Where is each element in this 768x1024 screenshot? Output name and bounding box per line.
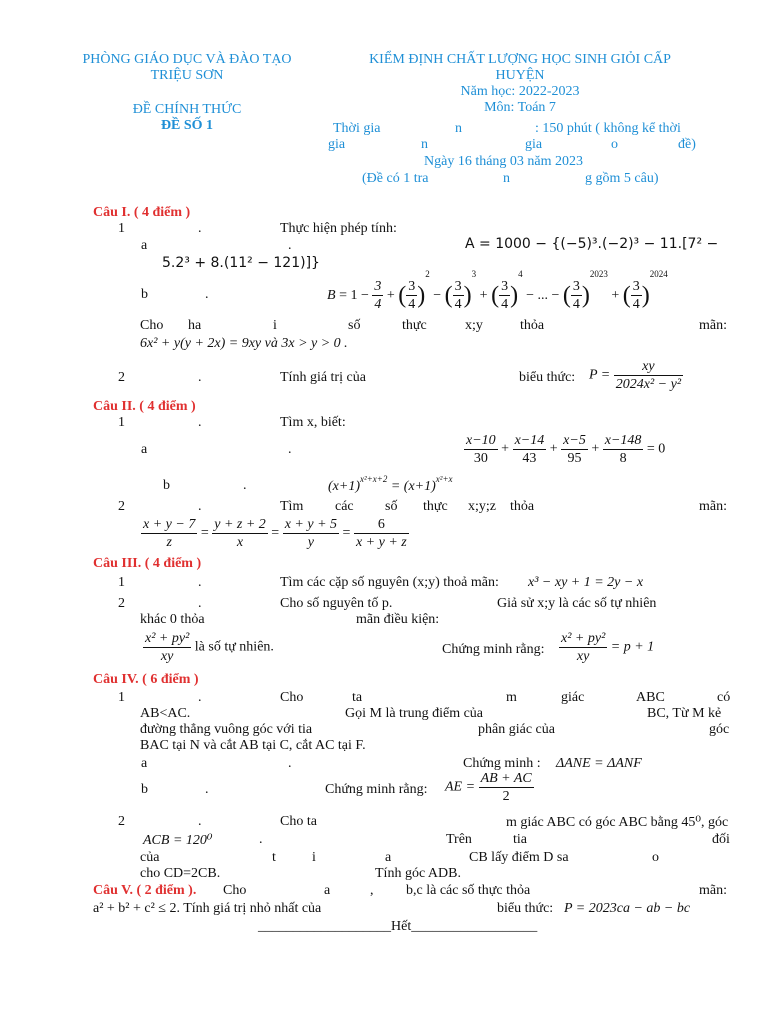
q5-word-4: b,c là các số thực thỏa: [406, 883, 531, 898]
q4-2-word-t: t: [272, 850, 276, 865]
time-note-d: o: [611, 137, 618, 152]
q1-P-numerator: xy: [614, 358, 683, 376]
q5-line2-a: a² + b² + c² ≤ 2. Tính giá trị nhỏ nhất của: [93, 901, 322, 916]
q4-1-number: 1: [118, 690, 125, 705]
q4-1-word-5: ABC: [636, 690, 665, 705]
q5-word-5: mãn:: [699, 883, 727, 898]
page-note-b: n: [503, 171, 510, 186]
q3-title: Câu III. ( 4 điểm ): [93, 556, 202, 571]
q3-2-natural: là số tự nhiên.: [194, 639, 274, 655]
q2-1-dot: .: [198, 415, 202, 430]
q2-2-word-1: Tìm: [280, 499, 304, 514]
q2-g2-num: y + z + 2: [214, 517, 266, 532]
q4-2-word-tren: Trên: [446, 832, 472, 847]
q4-2-line-b: Tính góc ADB.: [375, 866, 461, 881]
q2-g1-num: x + y − 7: [143, 517, 196, 532]
page-note-a: (Đề có 1 tra: [362, 171, 429, 186]
q4-1-dot: .: [198, 690, 202, 705]
q1-condition: 6x² + y(y + 2x) = 9xy và 3x > y > 0 .: [140, 336, 348, 351]
q1-word-2: ha: [188, 318, 202, 333]
q2-f2-den: 43: [522, 451, 537, 466]
exam-date: Ngày 16 tháng 03 năm 2023: [424, 154, 584, 169]
q2-2-number: 2: [118, 499, 125, 514]
q1-1-dot: .: [198, 221, 202, 236]
q4-b-dot: .: [205, 782, 209, 797]
time-note-e: đề): [678, 137, 696, 152]
q5-word-3: ,: [370, 883, 374, 898]
q1-2-dot: .: [198, 370, 202, 385]
q5-line2-c: P = 2023ca − ab − bc: [564, 901, 691, 916]
q4-1-word-4: giác: [561, 690, 585, 705]
end-marker: ___________________Hết__________________: [258, 919, 538, 934]
subject: Môn: Toán 7: [484, 100, 556, 115]
q4-2-word-doi: đối: [712, 832, 730, 847]
q1-2-text: Tính giá trị của: [280, 370, 366, 385]
q2-f1-den: 30: [473, 451, 488, 466]
q4-b-num: AB + AC: [480, 771, 532, 786]
q1-2-text-b: biểu thức:: [519, 370, 576, 385]
q4-a-dot: .: [288, 756, 292, 771]
q2-f3-num: x−5: [563, 433, 586, 448]
q5-line2-b: biểu thức:: [497, 901, 554, 916]
q3-frac-num: x² + py²: [145, 631, 190, 646]
q1-word-6: x;y: [465, 318, 483, 333]
q2-2-dot: .: [198, 499, 202, 514]
q2-b-label: b: [163, 478, 170, 493]
q1-2-number: 2: [118, 370, 125, 385]
q3-res-den: xy: [576, 649, 590, 664]
q2-eq-zero: = 0: [646, 441, 666, 457]
q4-1-line3-a: đường thẳng vuông góc với tia: [140, 722, 313, 737]
q1-1-text: Thực hiện phép tính:: [280, 221, 397, 236]
q3-2-result: [559, 630, 654, 665]
q3-2-text-d: mãn điều kiện:: [356, 612, 440, 627]
time-note-b: n: [421, 137, 428, 152]
q1-1-number: 1: [118, 221, 125, 236]
q4-1-line2-c: BC, Từ M kẻ: [647, 706, 722, 721]
q2-b-lhs: (x+1): [328, 479, 360, 494]
q1-b-expression: B = 1 − $\frac{3}{4}$ + ( $\frac{3}{4}$ )$^2$ − ( $\frac{3}{4}$ )$^3$ + ( $\frac{3}{4}$ )$^4$ − ... − ( $\frac{3}{4}$ )$^{2023}$ + ( $\frac{3}{4}$ )$^{2024}$: [327, 269, 668, 313]
q2-a-dot: .: [288, 442, 292, 457]
q2-f3-den: 95: [567, 451, 582, 466]
school-year: Năm học: 2022-2023: [460, 84, 580, 99]
department-name: PHÒNG GIÁO DỤC VÀ ĐÀO TẠO: [82, 52, 292, 67]
q3-2-number: 2: [118, 596, 125, 611]
q2-2-word-2: các: [335, 499, 354, 514]
q4-b-equation: [445, 770, 534, 805]
q1-a-expression: A = 1000 − {(−5)³.(−2)³ − 11.[7² −: [465, 236, 719, 252]
header-left: [62, 52, 312, 134]
q2-b-rhs: = (x+1): [387, 479, 436, 494]
q4-a-text: Chứng minh :: [463, 756, 541, 771]
q2-b-exp1: x²+x+2: [360, 474, 388, 484]
q1-a-expression-cont: 5.2³ + 8.(11² − 121)]}: [162, 255, 320, 271]
q2-f2-num: x−14: [514, 433, 545, 448]
q2-f4-den: 8: [619, 451, 627, 466]
q1-a-dot: .: [288, 238, 292, 253]
time-label-a: Thời gia: [333, 121, 381, 136]
q3-frac-den: xy: [160, 649, 174, 664]
q3-1-dot: .: [198, 575, 202, 590]
q4-2-text-1: Cho ta: [280, 814, 317, 829]
q5-word-1: Cho: [223, 883, 247, 898]
q2-1-number: 1: [118, 415, 125, 430]
header-right: [320, 52, 720, 116]
q1-a-label: a: [141, 238, 148, 253]
q3-2-dot: .: [198, 596, 202, 611]
q2-g3-den: y: [307, 535, 314, 550]
q4-2-word-o: o: [652, 850, 659, 865]
q1-word-8: mãn:: [699, 318, 727, 333]
q4-2-dot: .: [198, 814, 202, 829]
q1-word-4: số: [348, 318, 361, 333]
q3-2-text: Cho số nguyên tố p.: [280, 596, 393, 611]
district-name: TRIỆU SƠN: [150, 68, 224, 83]
q2-2-word-4: thực: [423, 499, 448, 514]
q4-b-den: 2: [502, 789, 510, 804]
time-note-c: gia: [525, 137, 543, 152]
q2-b-equation: [328, 474, 453, 495]
q2-2-word-3: số: [385, 499, 398, 514]
q5-title: Câu V. ( 2 điểm ).: [93, 883, 197, 898]
exam-title: KIỂM ĐỊNH CHẤT LƯỢNG HỌC SINH GIỎI CẤP: [369, 52, 671, 67]
q4-1-line4: BAC tại N và cắt AB tại C, cắt AC tại F.: [140, 738, 366, 753]
q3-2-prove: Chứng minh rằng:: [442, 642, 545, 657]
q2-2-word-7: mãn:: [699, 499, 727, 514]
q1-P-expression: [589, 358, 683, 393]
q1-P-denominator: 2024x² − y²: [615, 377, 682, 392]
q1-b-dot: .: [205, 287, 209, 302]
q5-word-2: a: [324, 883, 331, 898]
q1-title: Câu I. ( 4 điểm ): [93, 205, 191, 220]
exam-number: ĐỀ SỐ 1: [160, 118, 214, 133]
q4-b-label: b: [141, 782, 148, 797]
q3-1-equation: x³ − xy + 1 = 2y − x: [528, 575, 644, 590]
q4-2-word-cua: của: [140, 850, 160, 865]
time-label-c: : 150 phút ( không kể thời: [535, 121, 681, 136]
q4-1-word-6: có: [717, 690, 731, 705]
exam-title-cont: HUYỆN: [495, 68, 545, 83]
q2-b-exp2: x²+x: [435, 474, 453, 484]
time-note-a: gia: [328, 137, 346, 152]
q2-b-dot: .: [243, 478, 247, 493]
q4-2-word-cb: CB lấy điểm D sa: [469, 850, 569, 865]
q2-g1-den: z: [166, 535, 172, 550]
q4-2-dot-b: .: [259, 832, 263, 847]
q4-2-number: 2: [118, 814, 125, 829]
q1-word-7: thỏa: [520, 318, 545, 333]
q4-a-equation: ΔANE = ΔANF: [556, 756, 642, 771]
q2-f4-num: x−148: [604, 433, 642, 448]
q3-2-text-b: Giả sử x;y là các số tự nhiên: [497, 596, 657, 611]
q3-res-num: x² + py²: [561, 631, 606, 646]
q2-2-word-6: thỏa: [510, 499, 535, 514]
q4-1-line3-b: phân giác của: [478, 722, 555, 737]
q4-2-word-i: i: [312, 850, 316, 865]
q4-b-text: Chứng minh rằng:: [325, 782, 428, 797]
q2-2-word-5: x;y;z: [468, 499, 496, 514]
q3-1-number: 1: [118, 575, 125, 590]
q4-b-lhs: AE =: [445, 779, 476, 795]
q4-a-label: a: [141, 756, 148, 771]
q4-1-line2-b: Gọi M là trung điểm của: [345, 706, 484, 721]
q4-2-line-a: cho CD=2CB.: [140, 866, 221, 881]
q1-b-label: b: [141, 287, 148, 302]
q2-1-text: Tìm x, biết:: [280, 415, 346, 430]
q2-g2-den: x: [236, 535, 244, 550]
q4-title: Câu IV. ( 6 điểm ): [93, 672, 199, 687]
q1-word-5: thực: [402, 318, 427, 333]
q4-1-word-1: Cho: [280, 690, 304, 705]
q3-2-fraction: [143, 630, 274, 665]
official-exam-label: ĐỀ CHÍNH THỨC: [132, 102, 242, 117]
q1-word-1: Cho: [140, 318, 164, 333]
q1-word-3: i: [273, 318, 277, 333]
q2-f1-num: x−10: [466, 433, 496, 448]
q4-2-word-tia: tia: [513, 832, 527, 847]
time-label-b: n: [455, 121, 462, 136]
page-note-c: g gồm 5 câu): [585, 171, 659, 186]
q1-P-lhs: P =: [589, 367, 611, 383]
q4-2-angle: ACB = 120⁰: [143, 833, 213, 848]
q4-2-text-2: m giác ABC có góc ABC bằng 45⁰, góc: [506, 815, 729, 830]
q4-1-word-3: m: [506, 690, 517, 705]
q3-1-text: Tìm các cặp số nguyên (x;y) thoả mãn:: [280, 575, 499, 590]
q4-1-word-2: ta: [352, 690, 363, 705]
q2-g4-num: 6: [354, 516, 409, 534]
q2-a-equation: $\frac{x-10}{30}$ + $\frac{x-14}{43}$ + $\frac{x-5}{95}$ + $\frac{x-148}{8}$ = 0: [466, 433, 666, 466]
q2-2-equation: $\frac{x + y - 7}{z}$ = $\frac{y + z + 2}{x}$ = $\frac{x + y + 5}{y}$ = $\frac{6}{x + y + z}$: [143, 517, 407, 550]
q2-title: Câu II. ( 4 điểm ): [93, 399, 196, 414]
q2-g3-num: x + y + 5: [284, 517, 338, 532]
q4-1-line3-c: góc: [709, 722, 730, 737]
q4-1-line2-a: AB<AC.: [140, 706, 191, 721]
q4-2-word-a: a: [385, 850, 392, 865]
q2-g4-den: x + y + z: [355, 535, 407, 550]
q2-a-label: a: [141, 442, 148, 457]
q3-res-rhs: = p + 1: [610, 639, 655, 655]
q3-2-text-c: khác 0 thỏa: [140, 612, 205, 627]
